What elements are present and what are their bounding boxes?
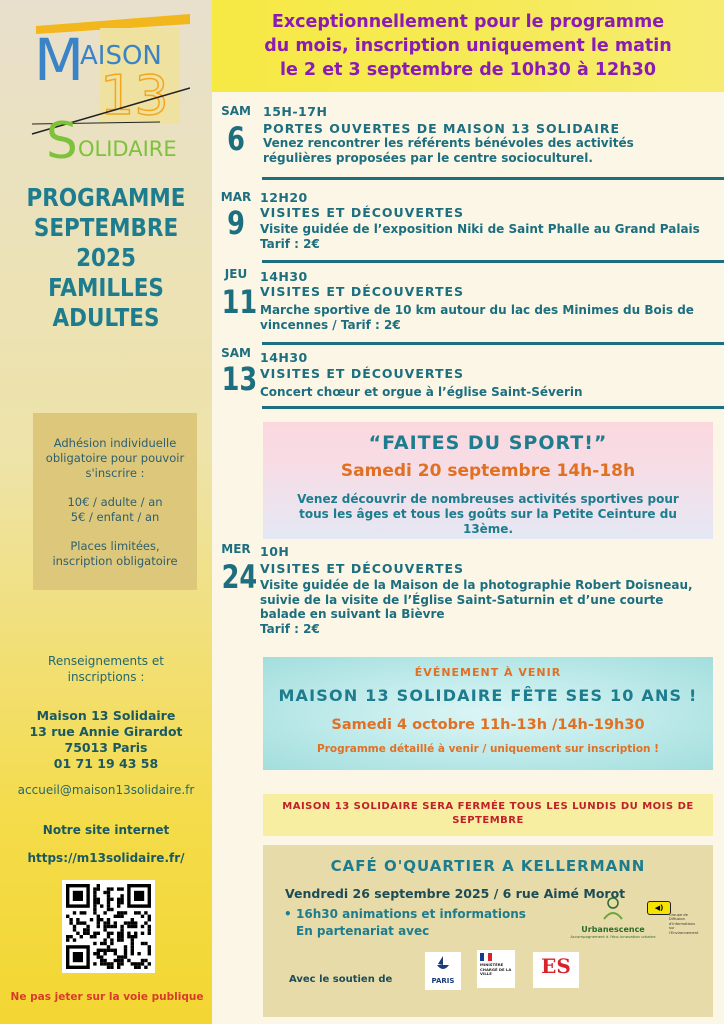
program-title: PROGRAMME SEPTEMBRE 2025 FAMILLES ADULTES <box>26 183 186 332</box>
event-day-name: JEU <box>224 267 248 281</box>
anniversary-box <box>263 657 713 770</box>
event-title: VISITES ET DÉCOUVERTES <box>260 561 465 576</box>
sport-event-box <box>263 422 713 539</box>
event-day-name: MAR <box>220 190 252 204</box>
event-time: 10H <box>260 544 290 559</box>
anniversary-note: Programme détaillé à venir / uniquement sur inscription ! <box>317 743 659 755</box>
cafe-box <box>263 845 713 1017</box>
event-day-name: SAM <box>221 346 251 360</box>
left-sidebar <box>0 0 212 1024</box>
anniversary-date: Samedi 4 octobre 11h-13h /14h-19h30 <box>331 717 645 733</box>
event-title: VISITES ET DÉCOUVERTES <box>260 205 465 220</box>
litter-warning: Ne pas jeter sur la voie publique <box>10 991 204 1003</box>
event-time: 15H-17H <box>263 104 328 119</box>
event-wed-24 <box>218 542 718 647</box>
event-thu-11 <box>218 267 718 337</box>
event-title: PORTES OUVERTES DE MAISON 13 SOLIDAIRE <box>263 121 621 136</box>
event-time: 12H20 <box>260 190 308 205</box>
cafe-support-label: Avec le soutien de <box>289 974 393 985</box>
org-street: 13 rue Annie Girardot <box>29 724 183 739</box>
event-time: 14H30 <box>260 350 308 365</box>
org-phone: 01 71 19 43 58 <box>53 756 159 771</box>
gdie-logo: ◀) Groupe de Diffusion d'Informations sur l'Environnement <box>647 901 699 943</box>
event-description: Concert chœur et orgue à l’église Saint-Séverin <box>260 385 583 399</box>
svg-text:S: S <box>46 112 78 162</box>
info-label: Renseignements et inscriptions : <box>48 654 164 684</box>
event-description: Visite guidée de la Maison de la photographie Robert Doisneau, suivie de la visite de l’Église Saint-Saturnin et d’une courte balade en suivant la Bièvre Tarif : 2€ <box>260 578 693 636</box>
divider <box>262 260 724 263</box>
event-description: Visite guidée de l’exposition Niki de Saint Phalle au Grand Palais Tarif : 2€ <box>260 222 700 251</box>
anniversary-kicker: ÉVÉNEMENT À VENIR <box>414 666 562 679</box>
event-day-name: MER <box>221 542 251 556</box>
sport-title: “FAITES DU SPORT!” <box>368 432 608 454</box>
event-day-number: 11 <box>221 283 258 321</box>
paris-logo: PARIS <box>425 952 461 990</box>
event-sat-6 <box>218 102 718 182</box>
event-sat-13 <box>218 346 718 406</box>
qr-code <box>62 880 155 973</box>
svg-text:13: 13 <box>100 64 169 127</box>
event-day-number: 6 <box>227 120 245 158</box>
event-day-number: 24 <box>221 558 258 596</box>
closed-notice: MAISON 13 SOLIDAIRE SERA FERMÉE TOUS LES LUNDIS DU MOIS DE SEPTEMBRE <box>263 794 713 836</box>
site-label: Notre site internet <box>42 823 170 837</box>
divider <box>262 406 724 409</box>
sport-date: Samedi 20 septembre 14h-18h <box>340 461 636 481</box>
org-name: Maison 13 Solidaire <box>36 708 176 723</box>
event-day-number: 13 <box>221 360 258 398</box>
divider <box>262 177 724 180</box>
anniversary-title: MAISON 13 SOLIDAIRE FÊTE SES 10 ANS ! <box>278 686 698 705</box>
french-flag-icon <box>480 953 492 961</box>
cafe-details: • 16h30 animations et informations En partenariat avec <box>284 907 526 938</box>
divider <box>262 342 724 345</box>
event-description: Venez rencontrer les référents bénévoles des activités régulières proposées par le centre socioculturel. <box>263 136 634 165</box>
event-day-name: SAM <box>221 104 251 118</box>
maison13-logo <box>30 12 190 162</box>
paris-ship-icon <box>435 955 451 973</box>
cafe-when: Vendredi 26 septembre 2025 / 6 rue Aimé Morot <box>285 886 626 901</box>
svg-text:OLIDAIRE: OLIDAIRE <box>78 137 177 161</box>
event-time: 14H30 <box>260 269 308 284</box>
sport-description: Venez découvrir de nombreuses activités sportives pour tous les âges et tous les goûts sur la Petite Ceinture du 13ème. <box>297 492 679 536</box>
registration-banner: Exceptionnellement pour le programme du mois, inscription uniquement le matin le 2 et 3 septembre de 10h30 à 12h30 <box>212 0 724 92</box>
event-tue-9 <box>218 188 718 260</box>
gdie-speaker-icon: ◀) <box>647 901 671 915</box>
event-day-number: 9 <box>227 204 245 242</box>
urbanescence-logo: Urbanescence Accompagnement à l'éco-innovation urbaine <box>563 895 663 943</box>
urbanescence-icon <box>598 895 628 921</box>
svg-text:AISON: AISON <box>80 41 162 71</box>
ministere-logo: MINISTÈRE CHARGÉ DE LA VILLE <box>477 950 515 988</box>
es-logo: ES <box>533 952 579 988</box>
email-link[interactable]: accueil@maison13solidaire.fr <box>17 783 195 797</box>
event-description: Marche sportive de 10 km autour du lac des Minimes du Bois de vincennes / Tarif : 2€ <box>260 303 694 332</box>
membership-box: Adhésion individuelle obligatoire pour pouvoir s'inscrire : 10€ / adulte / an 5€ / enfant / an Places limitées, inscription obligatoire <box>33 413 197 590</box>
event-title: VISITES ET DÉCOUVERTES <box>260 284 465 299</box>
bullet-icon: • <box>284 907 292 921</box>
cafe-title: CAFÉ O'QUARTIER A KELLERMANN <box>330 857 646 875</box>
svg-text:M: M <box>34 26 85 94</box>
org-city: 75013 Paris <box>64 740 148 755</box>
qr-code-image <box>66 884 151 969</box>
site-link[interactable]: https://m13solidaire.fr/ <box>27 851 185 865</box>
event-title: VISITES ET DÉCOUVERTES <box>260 366 465 381</box>
